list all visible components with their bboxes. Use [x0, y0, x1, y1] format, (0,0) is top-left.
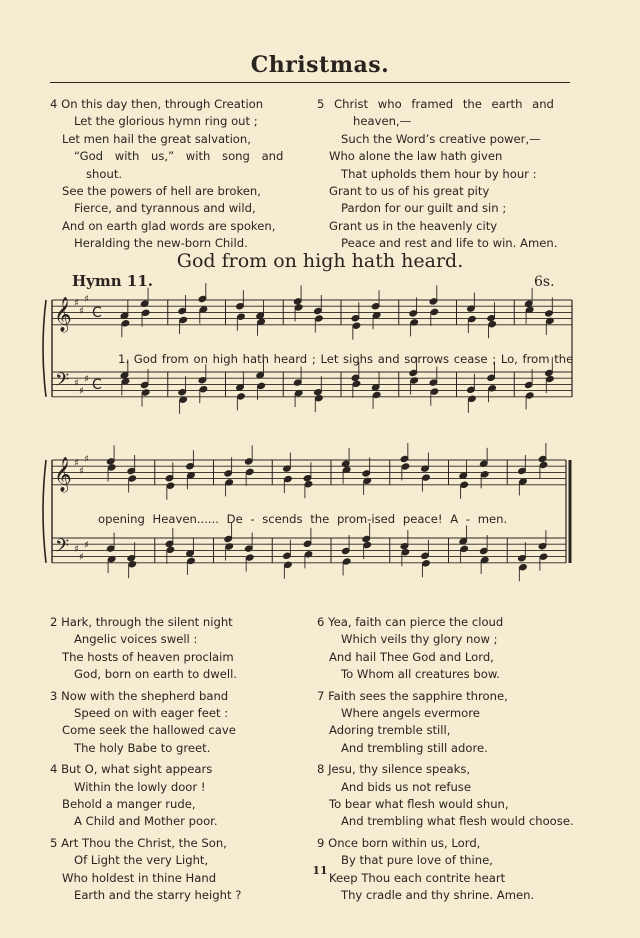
verse-line: 4 On this day then, through Creation [50, 97, 264, 111]
note-head [245, 554, 254, 561]
verse-line: 4 But O, what sight appears [50, 762, 213, 777]
verse-number: 5 [50, 835, 58, 850]
note-head [480, 471, 489, 478]
note-head [199, 386, 208, 393]
verse-line: 8 Jesu, thy silence speaks, [317, 762, 471, 777]
note-head [107, 464, 116, 471]
note-head [237, 313, 246, 320]
verse-line: Which veils thy glory now ; [341, 632, 498, 647]
hymn-title: God from on high hath heard. [176, 250, 464, 272]
time-signature-icon: C [92, 377, 102, 393]
verse-line: And bids us not refuse [341, 779, 471, 794]
verse-line: Who holdest in thine Hand [62, 870, 217, 885]
verse-line: The hosts of heaven proclaim [62, 649, 234, 664]
verse-line: 3 Now with the shepherd band [50, 688, 229, 703]
note-head [525, 392, 534, 399]
verses-left [50, 614, 315, 905]
note-head [187, 557, 196, 564]
verse-7 [317, 688, 582, 758]
time-signature-icon: C [92, 305, 102, 321]
verse-line: And on earth glad words are spoken, [62, 218, 276, 233]
note-head [422, 560, 431, 567]
note-head [315, 395, 324, 402]
verse-line: Behold a manger rude, [62, 797, 196, 812]
verse-8 [317, 761, 582, 831]
verse-line: Within the lowly door ! [74, 779, 206, 794]
note-head [372, 391, 381, 398]
verse-line: The holy Babe to greet. [74, 740, 211, 755]
key-sharp-icon: ♯ [84, 540, 89, 551]
verse-line: heaven,— [353, 114, 412, 129]
bass-clef-icon: 𝄢 [55, 536, 70, 561]
verse-number: 3 [50, 688, 58, 703]
note-head [121, 320, 130, 327]
verse-line: To Whom all creatures bow. [341, 667, 500, 682]
verse-3 [50, 688, 315, 758]
verse-line: Pardon for our guilt and sin ; [341, 201, 507, 216]
verse-line: 2 Hark, through the silent night [50, 615, 233, 629]
key-sharp-icon: ♯ [84, 454, 89, 465]
verse-line: Heralding the new-born Child. [74, 236, 248, 251]
note-head [166, 546, 175, 553]
note-head [422, 474, 431, 481]
note-head [401, 549, 410, 556]
verse-line: 5 Christ who framed the earth and [317, 97, 554, 111]
verse-line: Who alone the law hath given [329, 149, 503, 164]
note-head [460, 545, 469, 552]
verse-number: 2 [50, 615, 58, 629]
page-number: 11 [312, 864, 328, 877]
key-sharp-icon: ♯ [74, 458, 79, 469]
verse-line: 6 Yea, faith can pierce the cloud [317, 615, 504, 629]
verse-line: 7 Faith sees the sapphire throne, [317, 688, 508, 703]
verse-line: And hail Thee God and Lord, [329, 649, 494, 664]
verse-line: Peace and rest and life to win. Amen. [341, 236, 558, 251]
note-head [284, 561, 293, 568]
verse-line: “God with us,” with song and [74, 149, 284, 164]
system-2-brace [43, 460, 46, 563]
verse-line: To bear what flesh would shun, [329, 797, 509, 812]
verse-line: Grant to us of his great pity [329, 184, 490, 199]
bass-clef-icon: 𝄢 [55, 370, 70, 395]
note-head [342, 558, 351, 565]
verse-line: Grant us in the heavenly city [329, 218, 498, 233]
note-head [304, 481, 313, 488]
note-head [363, 541, 372, 548]
note-head [401, 463, 410, 470]
verse-number: 4 [50, 97, 58, 111]
verse-line: Such the Word’s creative power,— [341, 131, 541, 146]
verse-line: Let men hail the great salvation, [62, 131, 251, 146]
running-title: Christmas. [250, 52, 390, 78]
note-head [352, 322, 361, 329]
note-head [488, 321, 497, 328]
verse-line: Keep Thou each contrite heart [329, 870, 506, 885]
note-head [294, 304, 303, 311]
verse-line: Earth and the starry height ? [74, 888, 242, 903]
lyric-system-2: opening Heaven...... De - scends the prom-ised peace! A - men. [98, 512, 508, 526]
key-sharp-icon: ♯ [74, 298, 79, 309]
verse-line: Let the glorious hymn ring out ; [74, 114, 258, 129]
note-head [468, 395, 477, 402]
key-sharp-icon: ♯ [79, 466, 84, 477]
system-1-brace [43, 300, 46, 397]
note-head [430, 388, 439, 395]
note-head [128, 475, 137, 482]
verse-number: 5 [317, 97, 325, 111]
note-head [539, 553, 548, 560]
note-head [141, 389, 150, 396]
note-head [315, 315, 324, 322]
verse-line: Come seek the hallowed cave [62, 723, 236, 738]
note-head [460, 481, 469, 488]
note-head [245, 468, 254, 475]
verse-number: 8 [317, 762, 325, 777]
key-sharp-icon: ♯ [79, 386, 84, 397]
hymn-meter: 6s. [534, 274, 555, 290]
hymn-number: Hymn 11. [72, 272, 153, 290]
verse-line: Thy cradle and thy shrine. Amen. [341, 888, 535, 903]
verse-line: Adoring tremble still, [329, 723, 451, 738]
key-sharp-icon: ♯ [79, 306, 84, 317]
note-head [237, 393, 246, 400]
note-head [539, 461, 548, 468]
verse-line: shout. [86, 166, 123, 181]
verse-line: Where angels evermore [341, 706, 480, 721]
note-head [284, 475, 293, 482]
treble-clef-icon: 𝄞 [54, 297, 72, 332]
verse-line: And trembling what flesh would choose. [341, 814, 574, 829]
verse-6 [317, 614, 582, 684]
verse-line: 9 Once born within us, Lord, [317, 835, 481, 850]
verse-line: Angelic voices swell : [74, 632, 198, 647]
verse-number: 4 [50, 762, 58, 777]
verse-line: A Child and Mother poor. [74, 814, 218, 829]
note-head [128, 561, 137, 568]
note-head [468, 315, 477, 322]
verse-line: See the powers of hell are broken, [62, 184, 261, 199]
note-head [257, 382, 266, 389]
note-head [166, 482, 175, 489]
verse-line: God, born on earth to dwell. [74, 667, 237, 682]
note-head [519, 564, 528, 571]
note-head [179, 316, 188, 323]
key-sharp-icon: ♯ [84, 294, 89, 305]
verse-line: And trembling still adore. [341, 740, 488, 755]
verse-number: 6 [317, 615, 325, 629]
lyric-system-1: 1. God from on high hath heard ; Let sighs and sorrows cease ; Lo, from the [118, 352, 574, 366]
verse-line: By that pure love of thine, [341, 853, 493, 868]
verse-line: Speed on with eager feet : [74, 706, 229, 721]
verse-2 [50, 614, 315, 684]
verse-4 [50, 761, 315, 831]
verse-line: That upholds them hour by hour : [341, 166, 537, 181]
verse-line: Of Light the very Light, [74, 853, 209, 868]
verse-line: 5 Art Thou the Christ, the Son, [50, 835, 227, 850]
key-sharp-icon: ♯ [79, 552, 84, 563]
verse-number: 7 [317, 688, 325, 703]
key-sharp-icon: ♯ [84, 374, 89, 385]
note-head [141, 309, 150, 316]
key-sharp-icon: ♯ [74, 544, 79, 555]
key-sharp-icon: ♯ [74, 378, 79, 389]
verse-line: Fierce, and tyrannous and wild, [74, 201, 256, 216]
treble-clef-icon: 𝄞 [54, 457, 72, 492]
note-head [352, 380, 361, 387]
note-head [430, 308, 439, 315]
verse-number: 9 [317, 835, 325, 850]
verses-right [317, 614, 582, 905]
note-head [546, 375, 555, 382]
